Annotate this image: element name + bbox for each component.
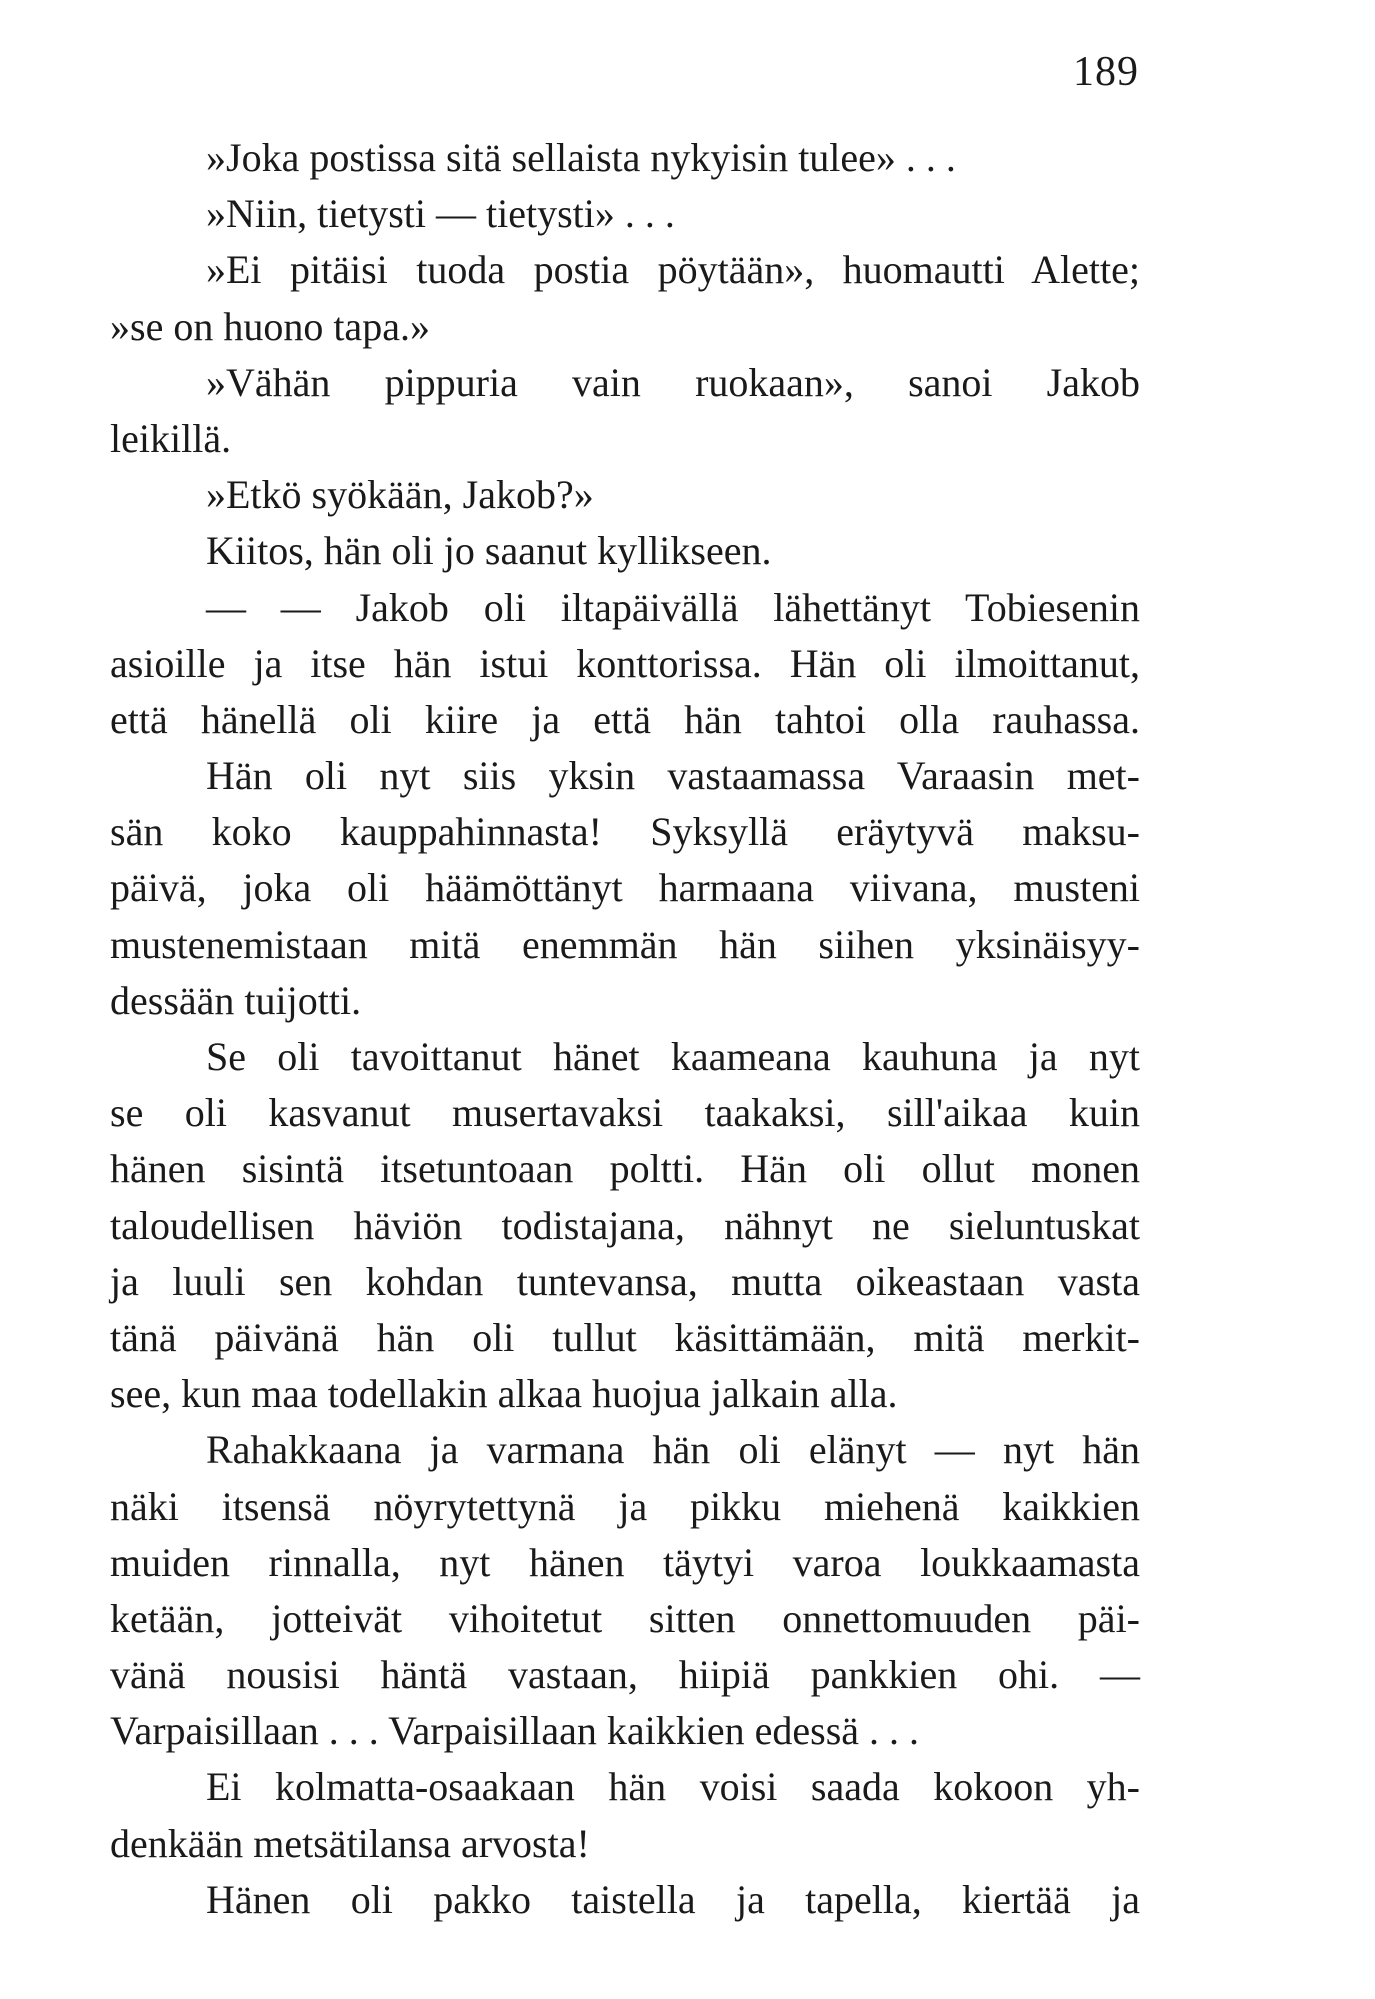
text-line: ketään, jotteivät vihoitetut sitten onnettomuuden päi- [110,1595,1140,1641]
text-line: taloudellisen häviön todistajana, nähnyt ne sieluntuskat [110,1202,1140,1248]
text-line: leikillä. [110,415,232,461]
text-line: sän koko kauppahinnasta! Syksyllä eräytyvä maksu- [110,809,1140,855]
text-line: see, kun maa todellakin alkaa huojua jalkain alla. [110,1371,898,1417]
text-line: »Ei pitäisi tuoda postia pöytään», huomautti Alette; [206,247,1140,293]
text-line: mustenemistaan mitä enemmän hän siihen yksinäisyy- [110,921,1140,967]
text-line: denkään metsätilansa arvosta! [110,1820,590,1866]
text-line: vänä nousisi häntä vastaan, hiipiä pankkien ohi. — [110,1652,1140,1698]
text-line: »Etkö syökään, Jakob?» [206,472,594,518]
text-line: näki itsensä nöyrytettynä ja pikku miehenä kaikkien [110,1483,1140,1529]
body-text [110,130,1140,1928]
text-line: »Joka postissa sitä sellaista nykyisin tulee» . . . [206,135,956,180]
text-line: ja luuli sen kohdan tuntevansa, mutta oikeastaan vasta [110,1258,1140,1304]
text-line: päivä, joka oli häämöttänyt harmaana viivana, musteni [110,865,1140,911]
text-line: Se oli tavoittanut hänet kaameana kauhuna ja nyt [206,1034,1140,1079]
text-line: se oli kasvanut musertavaksi taakaksi, sill'aikaa kuin [110,1090,1140,1136]
text-line: asioille ja itse hän istui konttorissa. Hän oli ilmoittanut, [110,640,1140,686]
text-line: muiden rinnalla, nyt hänen täytyi varoa loukkaamasta [110,1539,1140,1585]
text-line: »Vähän pippuria vain ruokaan», sanoi Jakob [206,359,1140,405]
text-line: »se on huono tapa.» [110,303,430,349]
page-number: 189 [1073,49,1139,95]
text-line: dessään tuijotti. [110,977,362,1023]
text-line: Varpaisillaan . . . Varpaisillaan kaikkien edessä . . . [110,1708,920,1754]
text-line: että hänellä oli kiire ja että hän tahtoi olla rauhassa. [110,696,1140,742]
text-line: Ei kolmatta-osaakaan hän voisi saada kokoon yh- [206,1764,1140,1810]
text-line: tänä päivänä hän oli tullut käsittämään, mitä merkit- [110,1314,1140,1360]
text-line: Rahakkaana ja varmana hän oli elänyt — nyt hän [206,1427,1140,1473]
text-line: Hänen oli pakko taistella ja tapella, kiertää ja [206,1876,1140,1922]
text-line: — — Jakob oli iltapäivällä lähettänyt Tobiesenin [206,584,1140,630]
text-line: Kiitos, hän oli jo saanut kyllikseen. [206,528,772,574]
text-line: Hän oli nyt siis yksin vastaamassa Varaasin met- [206,753,1140,799]
text-line: hänen sisintä itsetuntoaan poltti. Hän oli ollut monen [110,1146,1140,1192]
text-line: »Niin, tietysti — tietysti» . . . [206,191,675,237]
